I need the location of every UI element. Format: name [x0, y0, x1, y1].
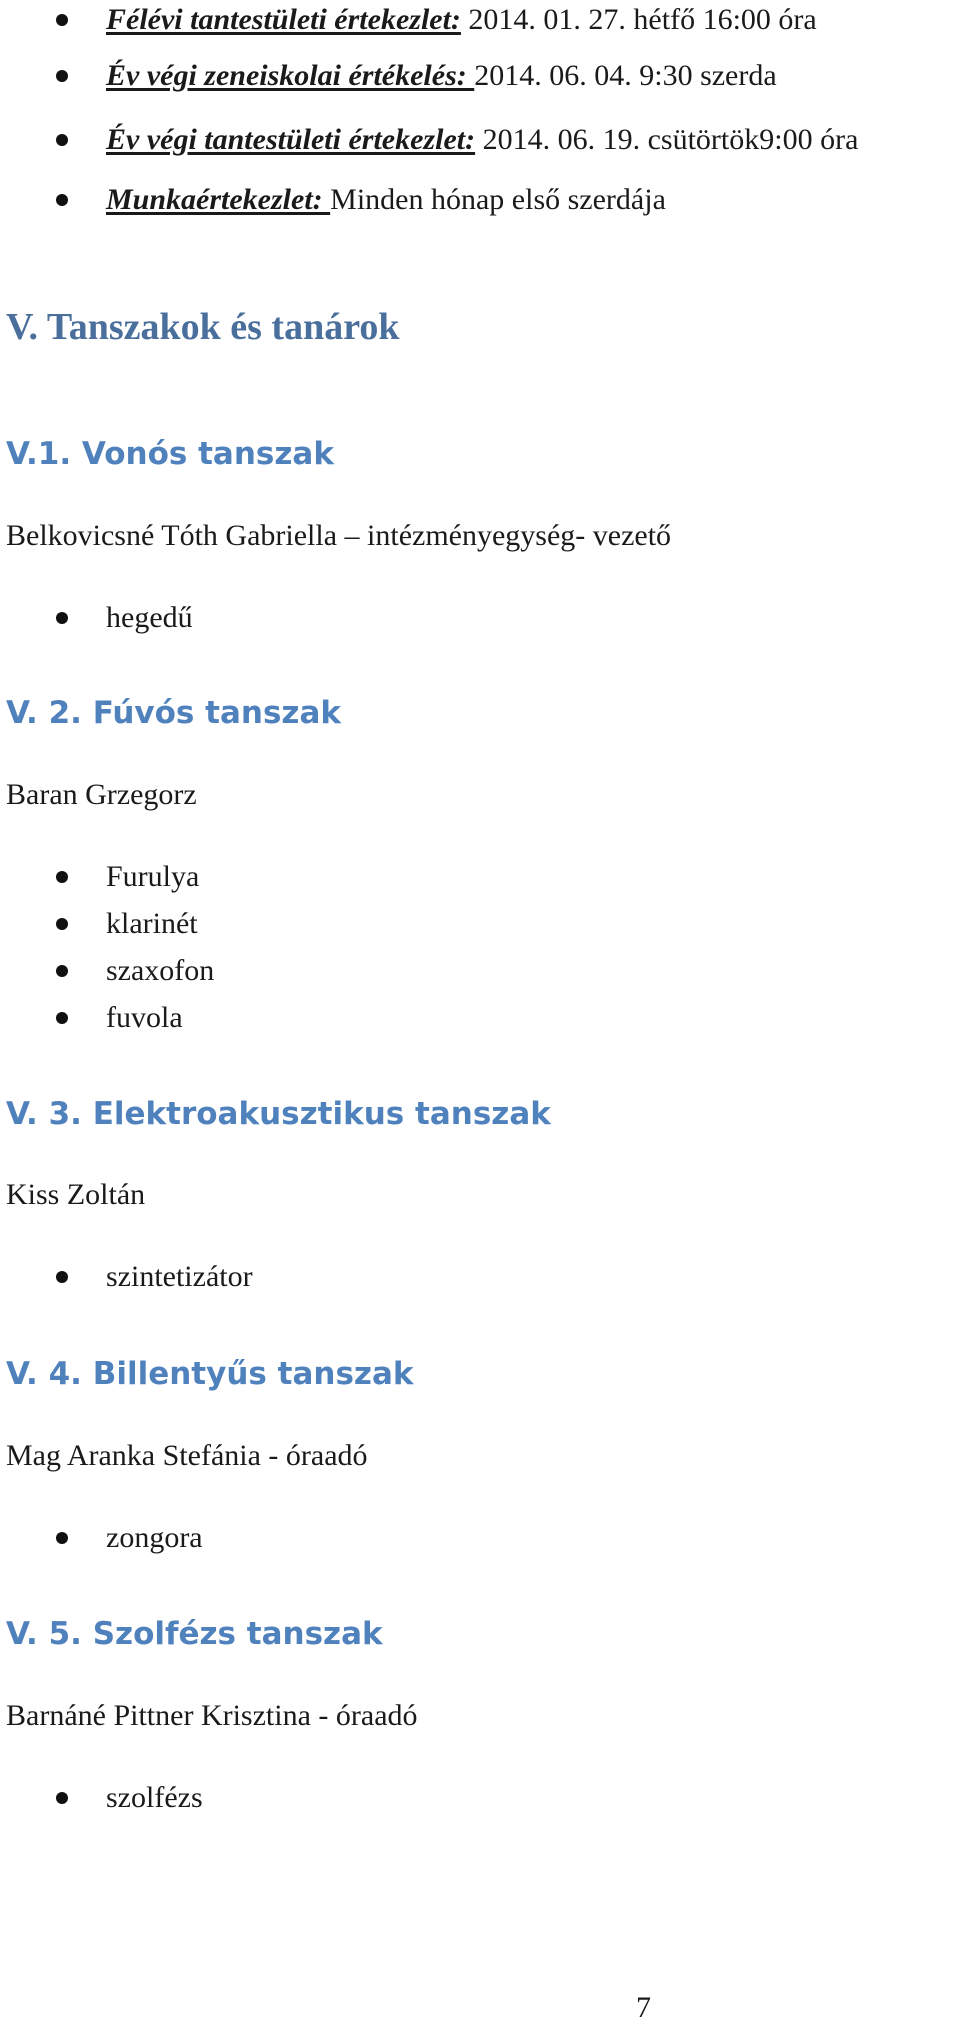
bullet-icon — [56, 918, 68, 930]
meeting-item — [0, 180, 960, 220]
meeting-value: Minden hónap első szerdája — [330, 183, 666, 216]
instrument-item — [0, 904, 960, 944]
instrument-label: szolfézs — [106, 1781, 203, 1814]
meeting-label: Munkaértekezlet: — [106, 183, 331, 216]
bullet-icon — [56, 612, 68, 624]
bullet-icon — [56, 70, 68, 82]
meeting-item — [0, 120, 960, 160]
instrument-item — [0, 1257, 960, 1297]
bullet-icon — [56, 1532, 68, 1544]
instrument-label: klarinét — [106, 907, 198, 940]
meeting-label: Félévi tantestületi értekezlet: — [106, 3, 461, 36]
department-heading: V. 2. Fúvós tanszak — [6, 695, 341, 731]
meeting-label: Év végi zeneiskolai értékelés: — [106, 59, 475, 92]
instrument-label: szaxofon — [106, 954, 215, 987]
department-heading: V. 4. Billentyűs tanszak — [6, 1356, 414, 1392]
meeting-value: 2014. 01. 27. hétfő 16:00 óra — [460, 3, 817, 36]
section-title: V. Tanszakok és tanárok — [6, 306, 400, 348]
meeting-item — [0, 56, 960, 96]
department-heading: V.1. Vonós tanszak — [6, 436, 334, 472]
meeting-value: 2014. 06. 19. csütörtök9:00 óra — [475, 123, 859, 156]
meeting-item — [0, 0, 960, 40]
bullet-icon — [56, 194, 68, 206]
department-teacher: Kiss Zoltán — [6, 1178, 146, 1211]
instrument-item — [0, 998, 960, 1038]
instrument-item — [0, 857, 960, 897]
instrument-item — [0, 598, 960, 638]
meeting-label: Év végi tantestületi értekezlet: — [106, 123, 476, 156]
department-teacher: Mag Aranka Stefánia - óraadó — [6, 1439, 368, 1472]
instrument-item — [0, 1518, 960, 1558]
bullet-icon — [56, 1792, 68, 1804]
bullet-icon — [56, 134, 68, 146]
instrument-label: zongora — [106, 1521, 203, 1554]
bullet-icon — [56, 1271, 68, 1283]
page-number: 7 — [636, 1991, 651, 2024]
department-teacher: Baran Grzegorz — [6, 778, 197, 811]
instrument-item — [0, 1778, 960, 1818]
bullet-icon — [56, 871, 68, 883]
department-heading: V. 3. Elektroakusztikus tanszak — [6, 1096, 551, 1132]
department-teacher: Belkovicsné Tóth Gabriella – intézményegység- vezető — [6, 519, 672, 552]
department-teacher: Barnáné Pittner Krisztina - óraadó — [6, 1699, 418, 1732]
instrument-label: Furulya — [106, 860, 200, 893]
bullet-icon — [56, 965, 68, 977]
instrument-label: szintetizátor — [106, 1260, 253, 1293]
instrument-item — [0, 951, 960, 991]
department-heading: V. 5. Szolfézs tanszak — [6, 1616, 383, 1652]
instrument-label: hegedű — [106, 601, 193, 634]
meeting-value: 2014. 06. 04. 9:30 szerda — [474, 59, 777, 92]
bullet-icon — [56, 14, 68, 26]
instrument-label: fuvola — [106, 1001, 183, 1034]
bullet-icon — [56, 1012, 68, 1024]
